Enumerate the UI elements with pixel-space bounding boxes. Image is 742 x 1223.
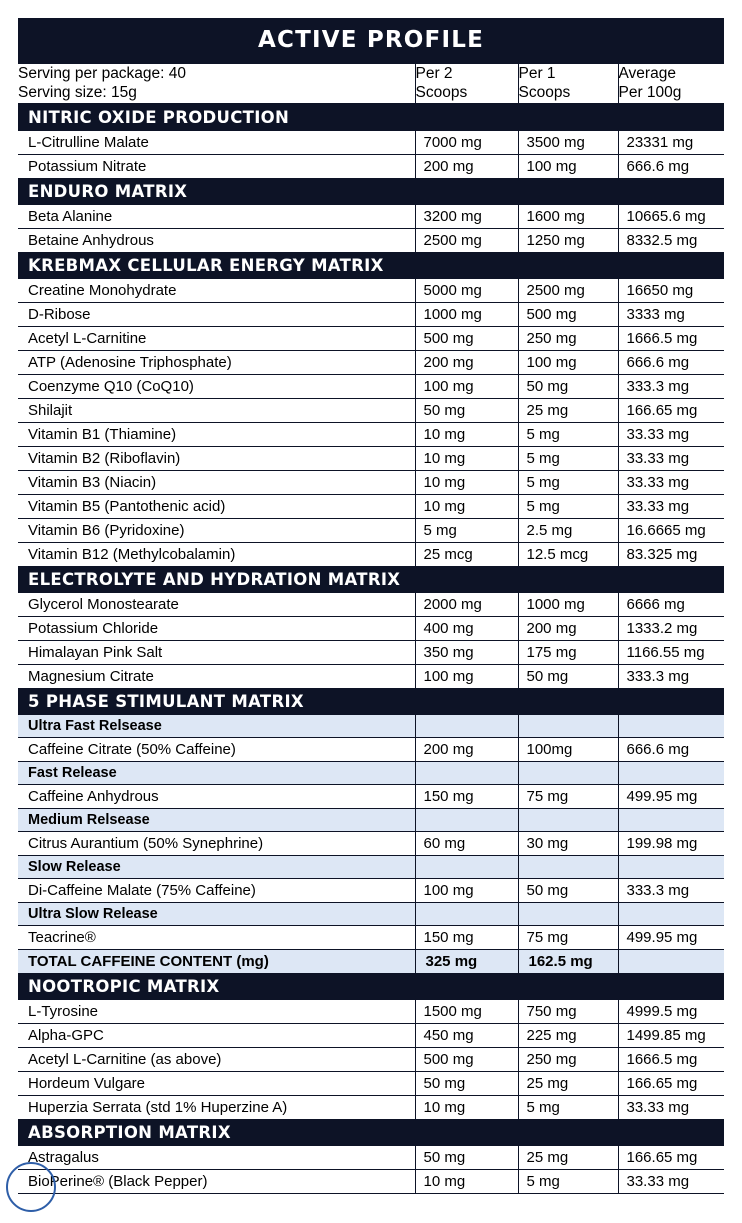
ingredient-value-avg: 666.6 mg [618, 737, 724, 761]
ingredient-value-avg: 666.6 mg [618, 350, 724, 374]
ingredient-row [18, 1000, 724, 1024]
section-header-row [18, 1119, 724, 1146]
ingredient-name: Shilajit [18, 398, 415, 422]
ingredient-value-per2: 50 mg [415, 1146, 518, 1170]
ingredient-value-avg: 4999.5 mg [618, 1000, 724, 1024]
ingredient-row [18, 302, 724, 326]
ingredient-row [18, 205, 724, 229]
ingredient-row [18, 831, 724, 855]
ingredient-name: Astragalus [18, 1146, 415, 1170]
sub-header-row [18, 808, 724, 831]
ingredient-value-per2: 200 mg [415, 737, 518, 761]
sub-cell-per1 [518, 761, 618, 784]
section-heading: NOOTROPIC MATRIX [18, 973, 724, 1000]
ingredient-value-per1: 75 mg [518, 925, 618, 949]
per-2-line2: Scoops [415, 84, 468, 102]
ingredient-value-avg: 666.6 mg [618, 154, 724, 178]
ingredient-value-per2: 150 mg [415, 784, 518, 808]
sub-cell-per1 [518, 808, 618, 831]
sub-cell-per1 [518, 715, 618, 738]
ingredient-value-avg: 1666.5 mg [618, 1047, 724, 1071]
ingredient-value-per1: 1000 mg [518, 593, 618, 617]
sub-header-label: Slow Release [18, 855, 415, 878]
section-header-row [18, 252, 724, 279]
ingredient-value-per2: 100 mg [415, 374, 518, 398]
ingredient-row [18, 154, 724, 178]
total-row [18, 949, 724, 973]
section-header-row [18, 104, 724, 131]
section-heading: ENDURO MATRIX [18, 178, 724, 205]
ingredient-value-per2: 1500 mg [415, 1000, 518, 1024]
ingredient-value-per2: 200 mg [415, 154, 518, 178]
sub-header-row [18, 855, 724, 878]
ingredient-name: Betaine Anhydrous [18, 228, 415, 252]
ingredient-row [18, 1169, 724, 1193]
serving-size: Serving size: 15g [18, 84, 137, 102]
ingredient-value-avg: 499.95 mg [618, 784, 724, 808]
ingredient-row [18, 279, 724, 303]
ingredient-value-per1: 5 mg [518, 446, 618, 470]
ingredient-row [18, 925, 724, 949]
ingredient-value-avg: 6666 mg [618, 593, 724, 617]
ingredient-value-avg: 3333 mg [618, 302, 724, 326]
ingredient-value-avg: 1333.2 mg [618, 616, 724, 640]
ingredient-name: Caffeine Anhydrous [18, 784, 415, 808]
ingredient-row [18, 1047, 724, 1071]
ingredient-name: Caffeine Citrate (50% Caffeine) [18, 737, 415, 761]
ingredient-row [18, 542, 724, 566]
ingredient-name: Potassium Nitrate [18, 154, 415, 178]
ingredient-row [18, 326, 724, 350]
ingredient-value-per2: 500 mg [415, 326, 518, 350]
ingredient-value-per2: 400 mg [415, 616, 518, 640]
ingredient-value-per1: 250 mg [518, 1047, 618, 1071]
section-header-row [18, 566, 724, 593]
ingredient-value-per2: 3200 mg [415, 205, 518, 229]
ingredient-row [18, 1023, 724, 1047]
sub-header-label: Ultra Fast Relsease [18, 715, 415, 738]
ingredient-value-per1: 1250 mg [518, 228, 618, 252]
column-header-average-per-100g [618, 64, 724, 104]
ingredient-value-per2: 50 mg [415, 1071, 518, 1095]
ingredient-value-per2: 350 mg [415, 640, 518, 664]
ingredient-value-per2: 10 mg [415, 446, 518, 470]
ingredient-value-per1: 50 mg [518, 878, 618, 902]
section-heading: ABSORPTION MATRIX [18, 1119, 724, 1146]
ingredient-value-per2: 50 mg [415, 398, 518, 422]
column-header-per-2-scoops [415, 64, 518, 104]
per-2-line1: Per 2 [415, 65, 453, 82]
sub-cell-avg [618, 855, 724, 878]
ingredient-value-per1: 100mg [518, 737, 618, 761]
ingredient-name: Vitamin B3 (Niacin) [18, 470, 415, 494]
ingredient-value-avg: 33.33 mg [618, 446, 724, 470]
ingredient-value-per1: 5 mg [518, 470, 618, 494]
ingredient-row [18, 878, 724, 902]
ingredient-row [18, 1071, 724, 1095]
ingredient-value-per2: 10 mg [415, 470, 518, 494]
ingredient-value-avg: 16.6665 mg [618, 518, 724, 542]
ingredient-value-avg: 333.3 mg [618, 374, 724, 398]
ingredient-value-avg: 33.33 mg [618, 494, 724, 518]
ingredient-value-per2: 60 mg [415, 831, 518, 855]
ingredient-name: Huperzia Serrata (std 1% Huperzine A) [18, 1095, 415, 1119]
ingredient-name: L-Tyrosine [18, 1000, 415, 1024]
ingredient-value-per2: 200 mg [415, 350, 518, 374]
ingredient-value-avg: 499.95 mg [618, 925, 724, 949]
section-header-row [18, 178, 724, 205]
ingredient-name: Coenzyme Q10 (CoQ10) [18, 374, 415, 398]
ingredient-row [18, 374, 724, 398]
ingredient-value-per1: 750 mg [518, 1000, 618, 1024]
total-value-per1: 162.5 mg [518, 949, 618, 973]
sub-header-row [18, 902, 724, 925]
ingredient-value-per1: 75 mg [518, 784, 618, 808]
total-value-per2: 325 mg [415, 949, 518, 973]
ingredient-name: L-Citrulline Malate [18, 131, 415, 155]
sub-cell-per2 [415, 715, 518, 738]
ingredient-name: Potassium Chloride [18, 616, 415, 640]
ingredient-name: Glycerol Monostearate [18, 593, 415, 617]
sub-header-row [18, 761, 724, 784]
section-heading: 5 PHASE STIMULANT MATRIX [18, 688, 724, 715]
ingredient-name: Hordeum Vulgare [18, 1071, 415, 1095]
ingredient-value-per2: 150 mg [415, 925, 518, 949]
ingredient-row [18, 494, 724, 518]
sub-header-label: Medium Relsease [18, 808, 415, 831]
ingredient-value-avg: 333.3 mg [618, 878, 724, 902]
active-profile-panel [18, 18, 724, 1194]
ingredient-value-avg: 23331 mg [618, 131, 724, 155]
ingredient-value-per1: 250 mg [518, 326, 618, 350]
ingredient-row [18, 1095, 724, 1119]
ingredient-value-per2: 2500 mg [415, 228, 518, 252]
ingredient-name: Himalayan Pink Salt [18, 640, 415, 664]
table-header-row [18, 64, 724, 104]
sub-cell-per1 [518, 902, 618, 925]
ingredient-value-avg: 16650 mg [618, 279, 724, 303]
ingredient-name: Creatine Monohydrate [18, 279, 415, 303]
ingredient-row [18, 131, 724, 155]
ingredient-row [18, 398, 724, 422]
ingredient-value-per2: 500 mg [415, 1047, 518, 1071]
ingredient-row [18, 350, 724, 374]
ingredient-name: Magnesium Citrate [18, 664, 415, 688]
ingredient-value-avg: 1499.85 mg [618, 1023, 724, 1047]
ingredient-row [18, 593, 724, 617]
ingredient-value-per2: 2000 mg [415, 593, 518, 617]
sub-cell-avg [618, 761, 724, 784]
ingredient-value-per1: 50 mg [518, 664, 618, 688]
ingredient-name: Vitamin B1 (Thiamine) [18, 422, 415, 446]
ingredient-name: Acetyl L-Carnitine [18, 326, 415, 350]
ingredient-name: D-Ribose [18, 302, 415, 326]
decorative-arc [6, 1162, 56, 1212]
ingredient-value-avg: 166.65 mg [618, 1071, 724, 1095]
page-title: ACTIVE PROFILE [18, 18, 724, 64]
ingredient-name: Citrus Aurantium (50% Synephrine) [18, 831, 415, 855]
ingredient-value-avg: 166.65 mg [618, 398, 724, 422]
ingredient-value-per1: 500 mg [518, 302, 618, 326]
sub-header-label: Ultra Slow Release [18, 902, 415, 925]
total-value-avg [618, 949, 724, 973]
ingredient-row [18, 640, 724, 664]
ingredient-value-per2: 100 mg [415, 664, 518, 688]
ingredient-value-avg: 333.3 mg [618, 664, 724, 688]
ingredient-value-per1: 5 mg [518, 422, 618, 446]
avg-line1: Average [618, 65, 676, 82]
column-header-per-1-scoop [518, 64, 618, 104]
ingredient-row [18, 470, 724, 494]
ingredient-row [18, 737, 724, 761]
ingredient-row [18, 228, 724, 252]
ingredient-value-avg: 33.33 mg [618, 1095, 724, 1119]
ingredient-name: Vitamin B2 (Riboflavin) [18, 446, 415, 470]
sub-cell-avg [618, 902, 724, 925]
ingredient-value-per1: 3500 mg [518, 131, 618, 155]
ingredient-name: Alpha-GPC [18, 1023, 415, 1047]
ingredient-value-avg: 33.33 mg [618, 470, 724, 494]
ingredient-name: Di-Caffeine Malate (75% Caffeine) [18, 878, 415, 902]
sub-cell-avg [618, 715, 724, 738]
ingredient-value-avg: 33.33 mg [618, 422, 724, 446]
section-heading: NITRIC OXIDE PRODUCTION [18, 104, 724, 131]
ingredient-value-per1: 5 mg [518, 1095, 618, 1119]
serving-per-package: Serving per package: 40 [18, 65, 187, 82]
ingredient-name: Acetyl L-Carnitine (as above) [18, 1047, 415, 1071]
ingredient-value-per1: 100 mg [518, 154, 618, 178]
ingredient-value-per1: 25 mg [518, 1146, 618, 1170]
ingredient-value-avg: 10665.6 mg [618, 205, 724, 229]
ingredient-value-avg: 1166.55 mg [618, 640, 724, 664]
ingredient-row [18, 446, 724, 470]
ingredient-value-per1: 30 mg [518, 831, 618, 855]
ingredient-value-per1: 100 mg [518, 350, 618, 374]
ingredient-name: Vitamin B6 (Pyridoxine) [18, 518, 415, 542]
sub-cell-avg [618, 808, 724, 831]
sub-cell-per2 [415, 855, 518, 878]
ingredient-row [18, 784, 724, 808]
ingredient-name: Teacrine® [18, 925, 415, 949]
section-header-row [18, 688, 724, 715]
ingredient-row [18, 518, 724, 542]
serving-info-cell [18, 64, 415, 104]
ingredient-value-per1: 50 mg [518, 374, 618, 398]
ingredient-value-per1: 2500 mg [518, 279, 618, 303]
ingredient-value-per1: 12.5 mcg [518, 542, 618, 566]
ingredient-row [18, 422, 724, 446]
ingredient-value-avg: 33.33 mg [618, 1169, 724, 1193]
ingredient-value-per1: 1600 mg [518, 205, 618, 229]
sub-header-label: Fast Release [18, 761, 415, 784]
section-header-row [18, 973, 724, 1000]
sub-cell-per1 [518, 855, 618, 878]
ingredient-name: ATP (Adenosine Triphosphate) [18, 350, 415, 374]
ingredient-value-avg: 199.98 mg [618, 831, 724, 855]
ingredient-value-per2: 5 mg [415, 518, 518, 542]
ingredient-value-avg: 8332.5 mg [618, 228, 724, 252]
ingredient-value-avg: 1666.5 mg [618, 326, 724, 350]
ingredient-value-per2: 10 mg [415, 494, 518, 518]
ingredient-value-per1: 200 mg [518, 616, 618, 640]
ingredient-value-per1: 175 mg [518, 640, 618, 664]
ingredient-value-per2: 1000 mg [415, 302, 518, 326]
ingredient-value-per2: 25 mcg [415, 542, 518, 566]
per-1-line1: Per 1 [518, 65, 556, 82]
ingredient-value-per1: 2.5 mg [518, 518, 618, 542]
sub-cell-per2 [415, 808, 518, 831]
per-1-line2: Scoops [518, 84, 571, 102]
sub-cell-per2 [415, 761, 518, 784]
ingredient-row [18, 1146, 724, 1170]
ingredient-value-per2: 10 mg [415, 1169, 518, 1193]
ingredient-value-per2: 450 mg [415, 1023, 518, 1047]
ingredient-value-per2: 10 mg [415, 422, 518, 446]
ingredient-name: Vitamin B5 (Pantothenic acid) [18, 494, 415, 518]
ingredient-value-per1: 225 mg [518, 1023, 618, 1047]
ingredient-value-per2: 10 mg [415, 1095, 518, 1119]
ingredient-name: BioPerine® (Black Pepper) [18, 1169, 415, 1193]
section-heading: ELECTROLYTE AND HYDRATION MATRIX [18, 566, 724, 593]
ingredient-value-avg: 83.325 mg [618, 542, 724, 566]
ingredient-value-per1: 25 mg [518, 1071, 618, 1095]
section-heading: KREBMAX CELLULAR ENERGY MATRIX [18, 252, 724, 279]
total-label: TOTAL CAFFEINE CONTENT (mg) [18, 949, 415, 973]
ingredient-value-per2: 7000 mg [415, 131, 518, 155]
sub-cell-per2 [415, 902, 518, 925]
ingredient-value-per1: 5 mg [518, 494, 618, 518]
ingredient-value-avg: 166.65 mg [618, 1146, 724, 1170]
avg-line2: Per 100g [618, 84, 682, 102]
sub-header-row [18, 715, 724, 738]
ingredient-name: Vitamin B12 (Methylcobalamin) [18, 542, 415, 566]
ingredient-row [18, 664, 724, 688]
ingredient-value-per1: 25 mg [518, 398, 618, 422]
ingredient-value-per2: 5000 mg [415, 279, 518, 303]
nutrition-table [18, 64, 724, 1194]
ingredient-row [18, 616, 724, 640]
ingredient-name: Beta Alanine [18, 205, 415, 229]
ingredient-value-per2: 100 mg [415, 878, 518, 902]
ingredient-value-per1: 5 mg [518, 1169, 618, 1193]
